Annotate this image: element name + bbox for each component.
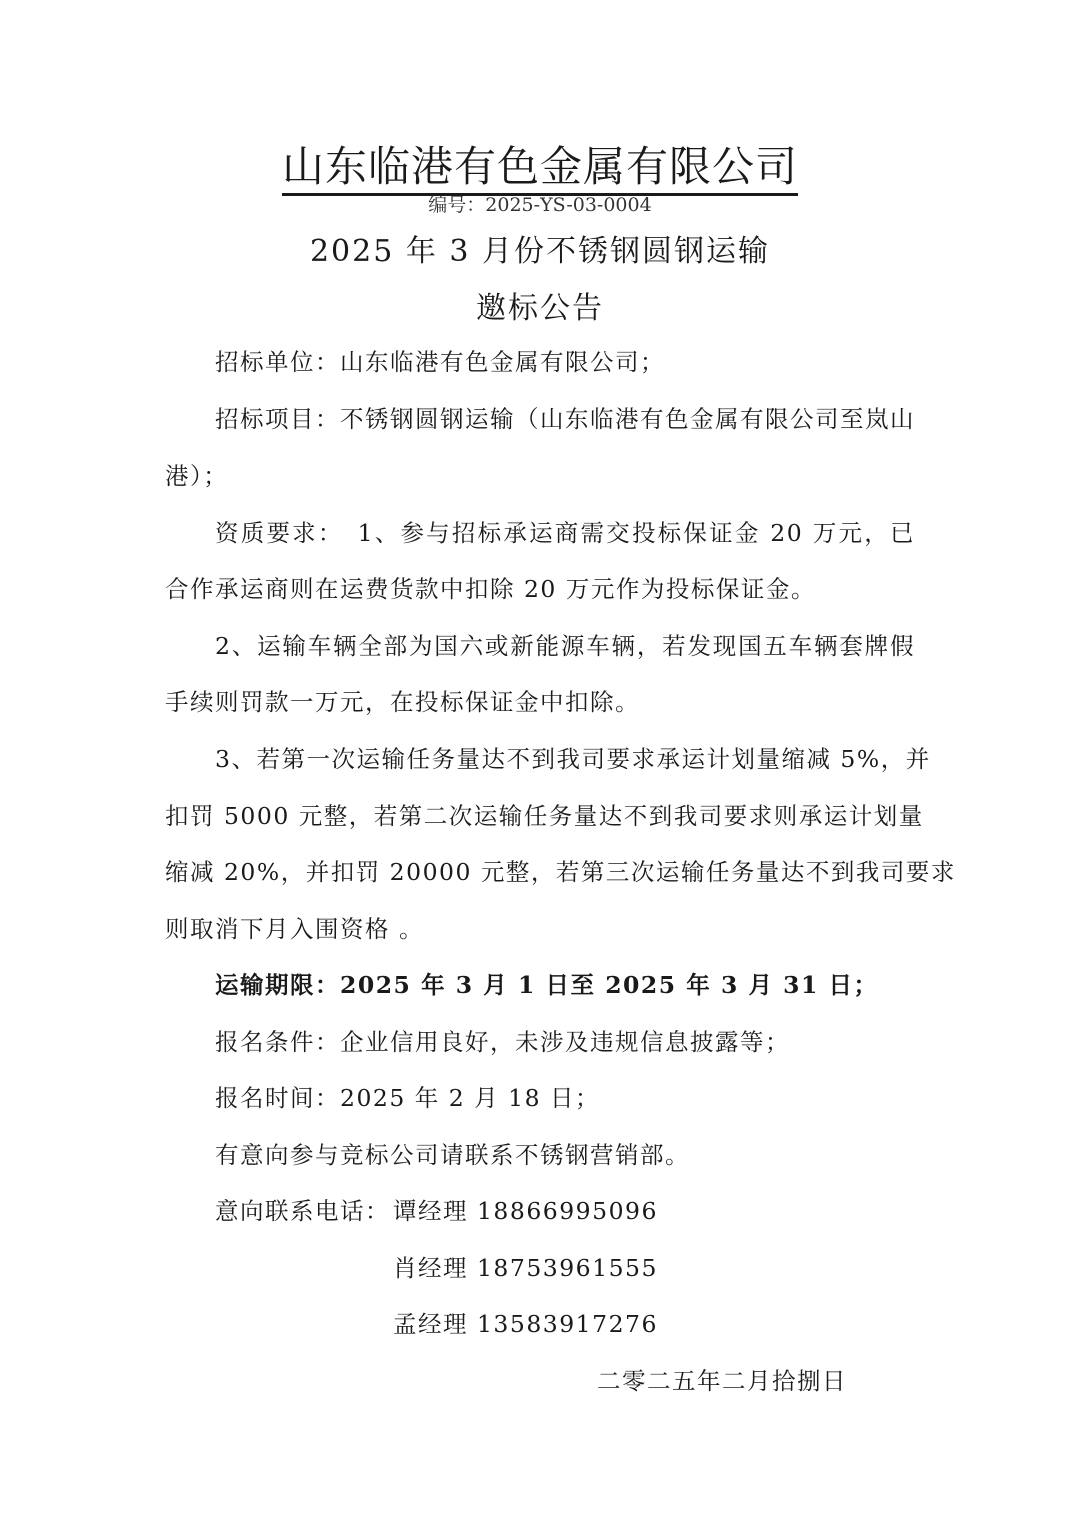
requirement-2-line2: 手续则罚款一万元，在投标保证金中扣除。 <box>165 688 640 716</box>
contact-meng: 孟经理 13583917276 <box>393 1310 658 1338</box>
notice-title-line1: 2025 年 3 月份不锈钢圆钢运输 <box>309 234 771 269</box>
contact-note: 有意向参与竞标公司请联系不锈钢营销部。 <box>215 1141 690 1169</box>
registration-time: 报名时间：2025 年 2 月 18 日； <box>215 1084 601 1112</box>
tender-unit: 招标单位：山东临港有色金属有限公司； <box>215 348 665 376</box>
tender-project-line2: 港）； <box>165 462 229 490</box>
requirement-3-line3: 缩减 20%，并扣罚 20000 元整，若第三次运输任务量达不到我司要求 <box>165 858 956 886</box>
requirement-3-line4: 则取消下月入围资格 。 <box>165 915 424 943</box>
contact-label: 意向联系电话： <box>215 1197 390 1225</box>
qualification-line2: 合作承运商则在运费货款中扣除 20 万元作为投标保证金。 <box>165 575 816 603</box>
requirement-2-line1: 2、运输车辆全部为国六或新能源车辆，若发现国五车辆套牌假 <box>215 632 915 660</box>
registration-conditions: 报名条件：企业信用良好，未涉及违规信息披露等； <box>215 1028 790 1056</box>
notice-title-line2: 邀标公告 <box>476 291 604 326</box>
requirement-3-line1: 3、若第一次运输任务量达不到我司要求承运计划量缩减 5%，并 <box>215 745 931 773</box>
transport-period: 运输期限：2025 年 3 月 1 日至 2025 年 3 月 31 日； <box>215 971 879 999</box>
contact-xiao: 肖经理 18753961555 <box>393 1254 658 1282</box>
document-number: 编号：2025-YS-03-0004 <box>428 194 652 216</box>
company-title <box>0 134 1080 194</box>
company-title-text: 山东临港有色金属有限公司 <box>282 142 798 196</box>
requirement-3-line2: 扣罚 5000 元整，若第二次运输任务量达不到我司要求则承运计划量 <box>165 802 924 830</box>
tender-project-line1: 招标项目：不锈钢圆钢运输（山东临港有色金属有限公司至岚山 <box>215 405 915 433</box>
issue-date: 二零二五年二月拾捌日 <box>597 1367 847 1395</box>
contact-tan: 谭经理 18866995096 <box>393 1197 658 1225</box>
qualification-line1: 资质要求： 1、参与招标承运商需交投标保证金 20 万元，已 <box>215 519 915 547</box>
